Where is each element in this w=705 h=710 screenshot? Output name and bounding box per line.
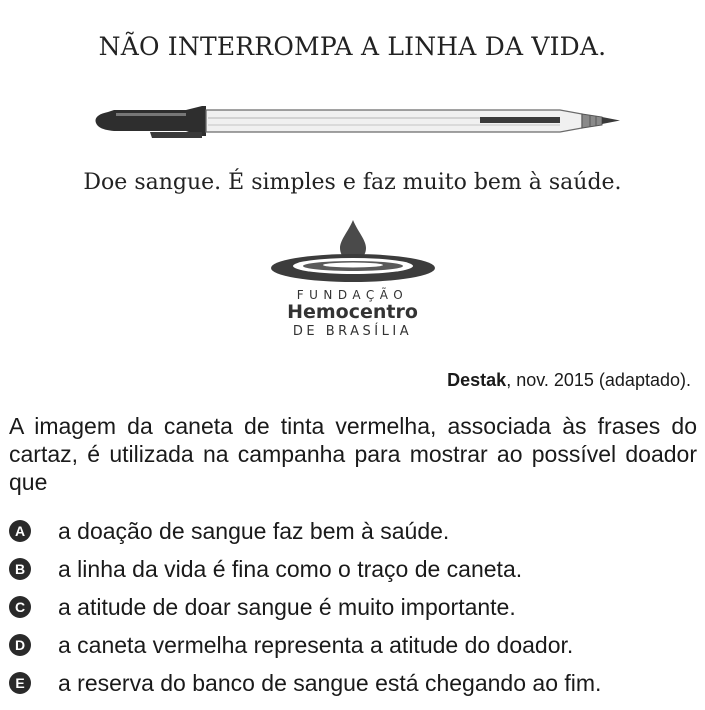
source-citation <box>447 370 691 391</box>
option-text: a reserva do banco de sangue está chegando ao fim. <box>58 669 602 696</box>
option-letter-badge: B <box>9 558 31 580</box>
option-text: a caneta vermelha representa a atitude do doador. <box>58 631 574 658</box>
option-letter-badge: D <box>9 634 31 656</box>
blood-drop-logo-icon <box>268 218 438 284</box>
option-text: a doação de sangue faz bem à saúde. <box>58 517 450 544</box>
option-letter-badge: A <box>9 520 31 542</box>
logo-fundacao-text: FUNDAÇÃO <box>296 288 409 302</box>
poster-slogan: Doe sangue. É simples e faz muito bem à saúde. <box>83 170 622 195</box>
ballpoint-pen-icon <box>90 98 630 148</box>
poster-title: NÃO INTERROMPA A LINHA DA VIDA. <box>98 32 607 61</box>
logo-hemocentro-text: Hemocentro <box>287 301 418 323</box>
option-letter-badge: C <box>9 596 31 618</box>
option-c[interactable] <box>9 588 699 626</box>
option-text: a atitude de doar sangue é muito importante. <box>58 593 516 620</box>
option-text: a linha da vida é fina como o traço de caneta. <box>58 555 523 582</box>
option-b[interactable] <box>9 550 699 588</box>
option-e[interactable] <box>9 664 699 702</box>
option-d[interactable] <box>9 626 699 664</box>
option-a[interactable] <box>9 512 699 550</box>
answer-options <box>9 512 699 702</box>
source-detail: , nov. 2015 (adaptado). <box>506 370 691 390</box>
option-letter-badge: E <box>9 672 31 694</box>
source-publication: Destak <box>447 370 507 390</box>
logo-brasilia-text: DE BRASÍLIA <box>292 324 413 339</box>
question-stem: A imagem da caneta de tinta vermelha, associada às frases do cartaz, é utilizada na campanha para mostrar ao possível doador que <box>9 413 697 495</box>
